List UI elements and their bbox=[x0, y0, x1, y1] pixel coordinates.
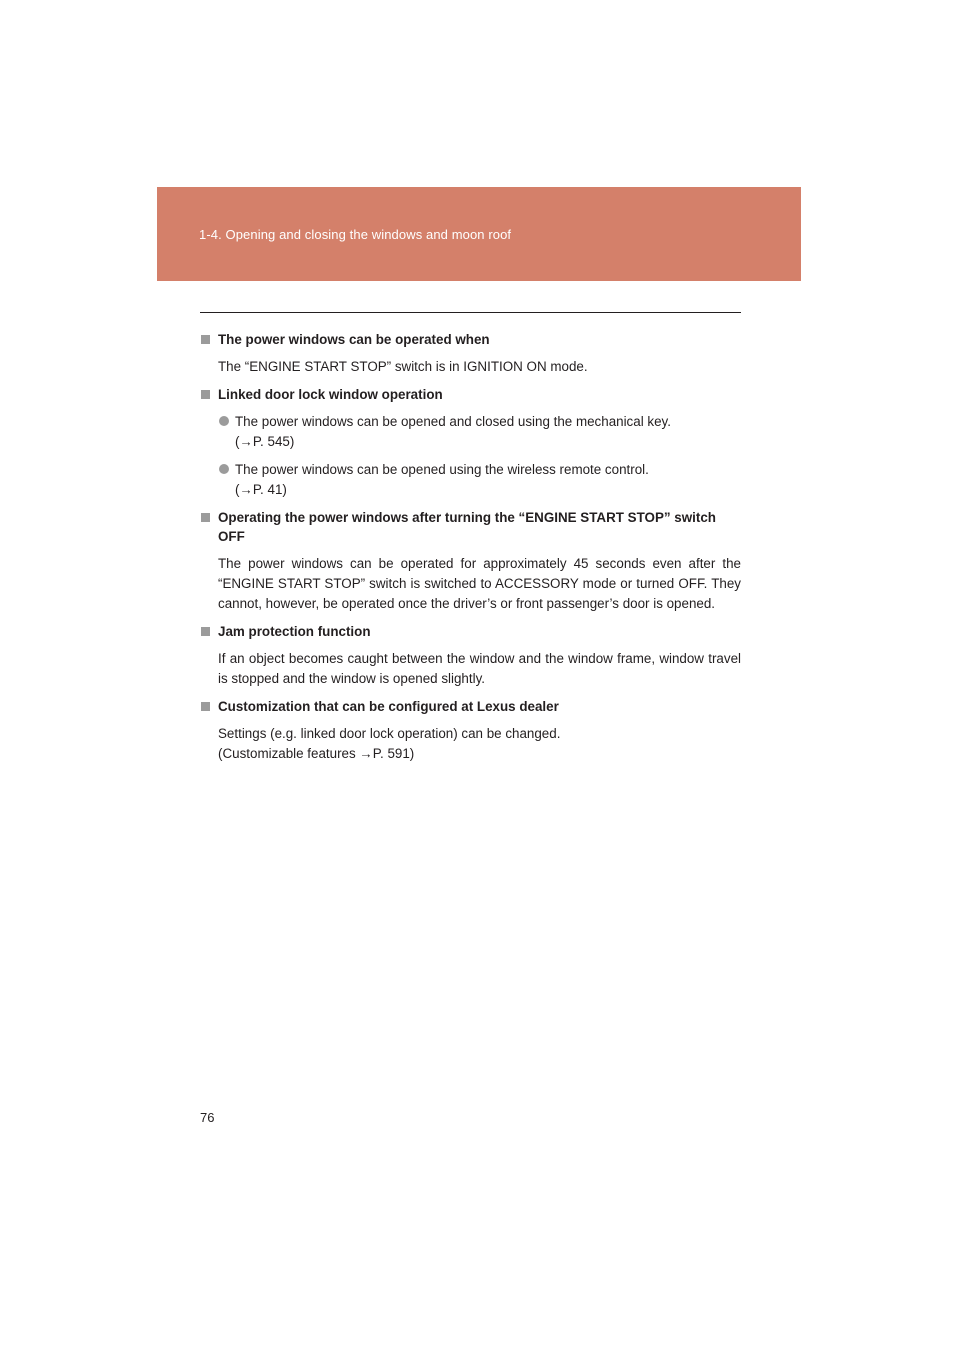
section-title: 1-4. Opening and closing the windows and moon roof bbox=[199, 227, 512, 242]
heading-jam-protection: Jam protection function bbox=[201, 622, 741, 641]
heading-operating-conditions: The power windows can be operated when bbox=[201, 330, 741, 349]
paragraph: If an object becomes caught between the window and the window frame, window travel is stopped and the window is opened slightly. bbox=[218, 651, 741, 686]
heading-linked-door-lock: Linked door lock window operation bbox=[201, 385, 741, 404]
square-bullet-icon bbox=[201, 335, 210, 344]
page-reference: (→P. 545) bbox=[235, 434, 295, 449]
section-header-band bbox=[157, 187, 801, 281]
bullet-item: The power windows can be opened and closed using the mechanical key. (→P. 545) bbox=[201, 412, 741, 452]
bullet-item: The power windows can be opened using the wireless remote control. (→P. 41) bbox=[201, 460, 741, 500]
heading-after-switch-off: Operating the power windows after turning the “ENGINE START STOP” switch OFF bbox=[201, 508, 741, 546]
paragraph: Settings (e.g. linked door lock operation) can be changed. (Customizable features →P. 591) bbox=[218, 726, 561, 761]
paragraph: The power windows can be operated for approximately 45 seconds even after the “ENGINE START STOP” switch is switched to ACCESSORY mode or turned OFF. They cannot, however, be operated once the driver’s or front passenger’s door is opened. bbox=[218, 556, 741, 611]
divider-rule bbox=[200, 312, 741, 313]
heading-customization: Customization that can be configured at Lexus dealer bbox=[201, 697, 741, 716]
circle-bullet-icon bbox=[219, 416, 229, 426]
main-content bbox=[201, 330, 741, 772]
square-bullet-icon bbox=[201, 627, 210, 636]
square-bullet-icon bbox=[201, 390, 210, 399]
page-reference: (→P. 41) bbox=[235, 482, 287, 497]
square-bullet-icon bbox=[201, 513, 210, 522]
square-bullet-icon bbox=[201, 702, 210, 711]
paragraph: The “ENGINE START STOP” switch is in IGNITION ON mode. bbox=[218, 359, 588, 374]
circle-bullet-icon bbox=[219, 464, 229, 474]
page-reference: (Customizable features →P. 591) bbox=[218, 746, 415, 761]
page-number: 76 bbox=[200, 1110, 215, 1125]
